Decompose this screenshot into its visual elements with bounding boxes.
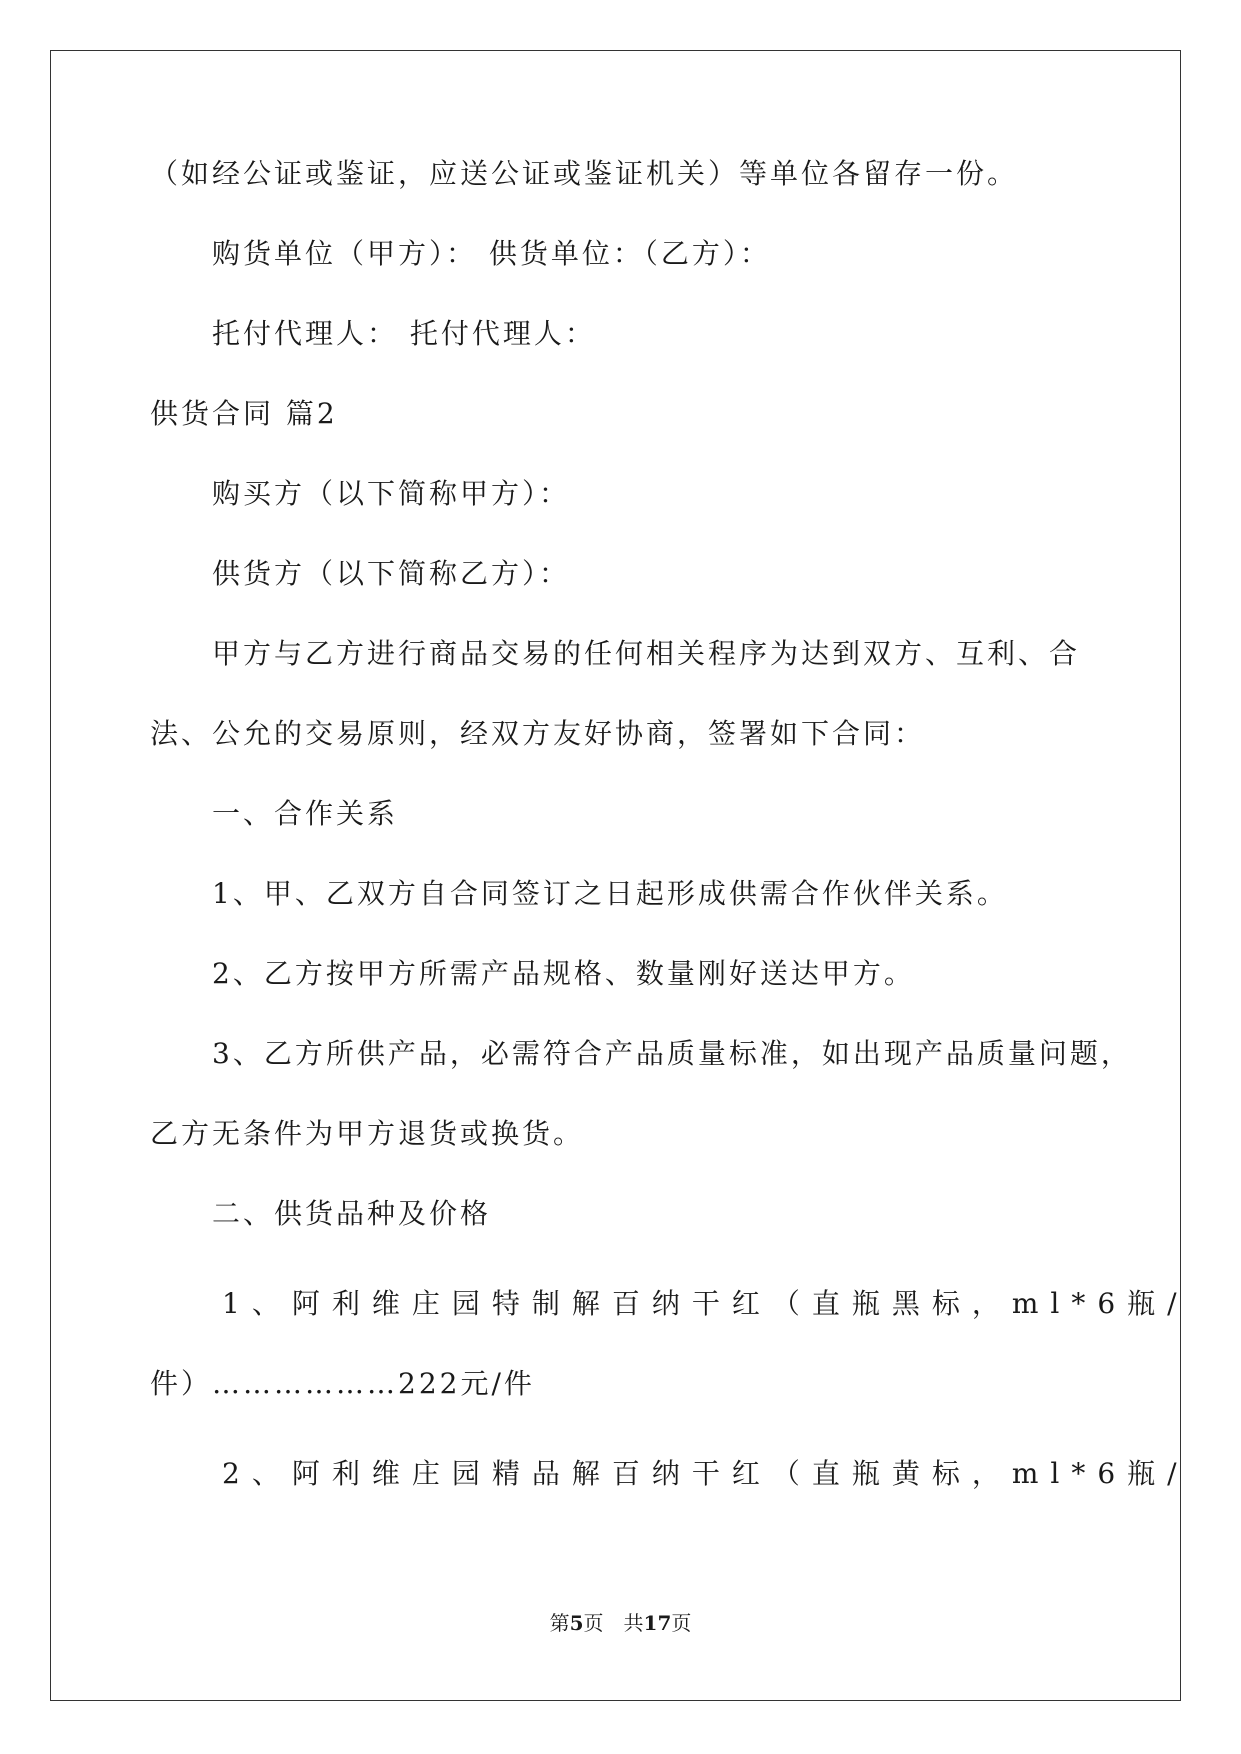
- heading-products: 二、供货品种及价格: [212, 1197, 492, 1230]
- footer-total-pages: 17: [643, 1611, 672, 1635]
- clause-3: 3、乙方所供产品，必需符合产品质量标准，如出现产品质量问题，: [212, 1037, 1132, 1070]
- clause-3-cont: 乙方无条件为甲方退货或换货。: [150, 1117, 585, 1150]
- clause-1: 1、甲、乙双方自合同签订之日起形成供需合作伙伴关系。: [212, 877, 1008, 910]
- text-line-2: 购货单位（甲方）： 供货单位：（乙方）：: [212, 237, 771, 270]
- footer-suffix: 页: [671, 1611, 692, 1635]
- product-1-price: 件）………………222元/件: [150, 1367, 535, 1400]
- footer-page-number: 5: [569, 1611, 584, 1635]
- text-line-7: 甲方与乙方进行商品交易的任何相关程序为达到双方、互利、合: [212, 637, 1081, 670]
- text-line-6: 供货方（以下简称乙方）：: [212, 557, 571, 590]
- heading-cooperation: 一、合作关系: [212, 797, 399, 830]
- product-1: 1、阿利维庄园特制解百纳干红（直瓶黑标，ml*6瓶/: [222, 1287, 1189, 1320]
- clause-2: 2、乙方按甲方所需产品规格、数量刚好送达甲方。: [212, 957, 915, 990]
- text-line-5: 购买方（以下简称甲方）：: [212, 477, 571, 510]
- footer-middle: 页 共: [583, 1611, 644, 1635]
- page-footer: [0, 1611, 1241, 1635]
- text-line-8: 法、公允的交易原则，经双方友好协商，签署如下合同：: [150, 717, 926, 750]
- text-line-3: 托付代理人： 托付代理人：: [212, 317, 596, 350]
- text-line-1: （如经公证或鉴证，应送公证或鉴证机关）等单位各留存一份。: [150, 157, 1019, 190]
- section-title: 供货合同 篇2: [150, 397, 338, 430]
- product-2: 2、阿利维庄园精品解百纳干红（直瓶黄标，ml*6瓶/: [222, 1457, 1189, 1490]
- footer-prefix: 第: [549, 1611, 570, 1635]
